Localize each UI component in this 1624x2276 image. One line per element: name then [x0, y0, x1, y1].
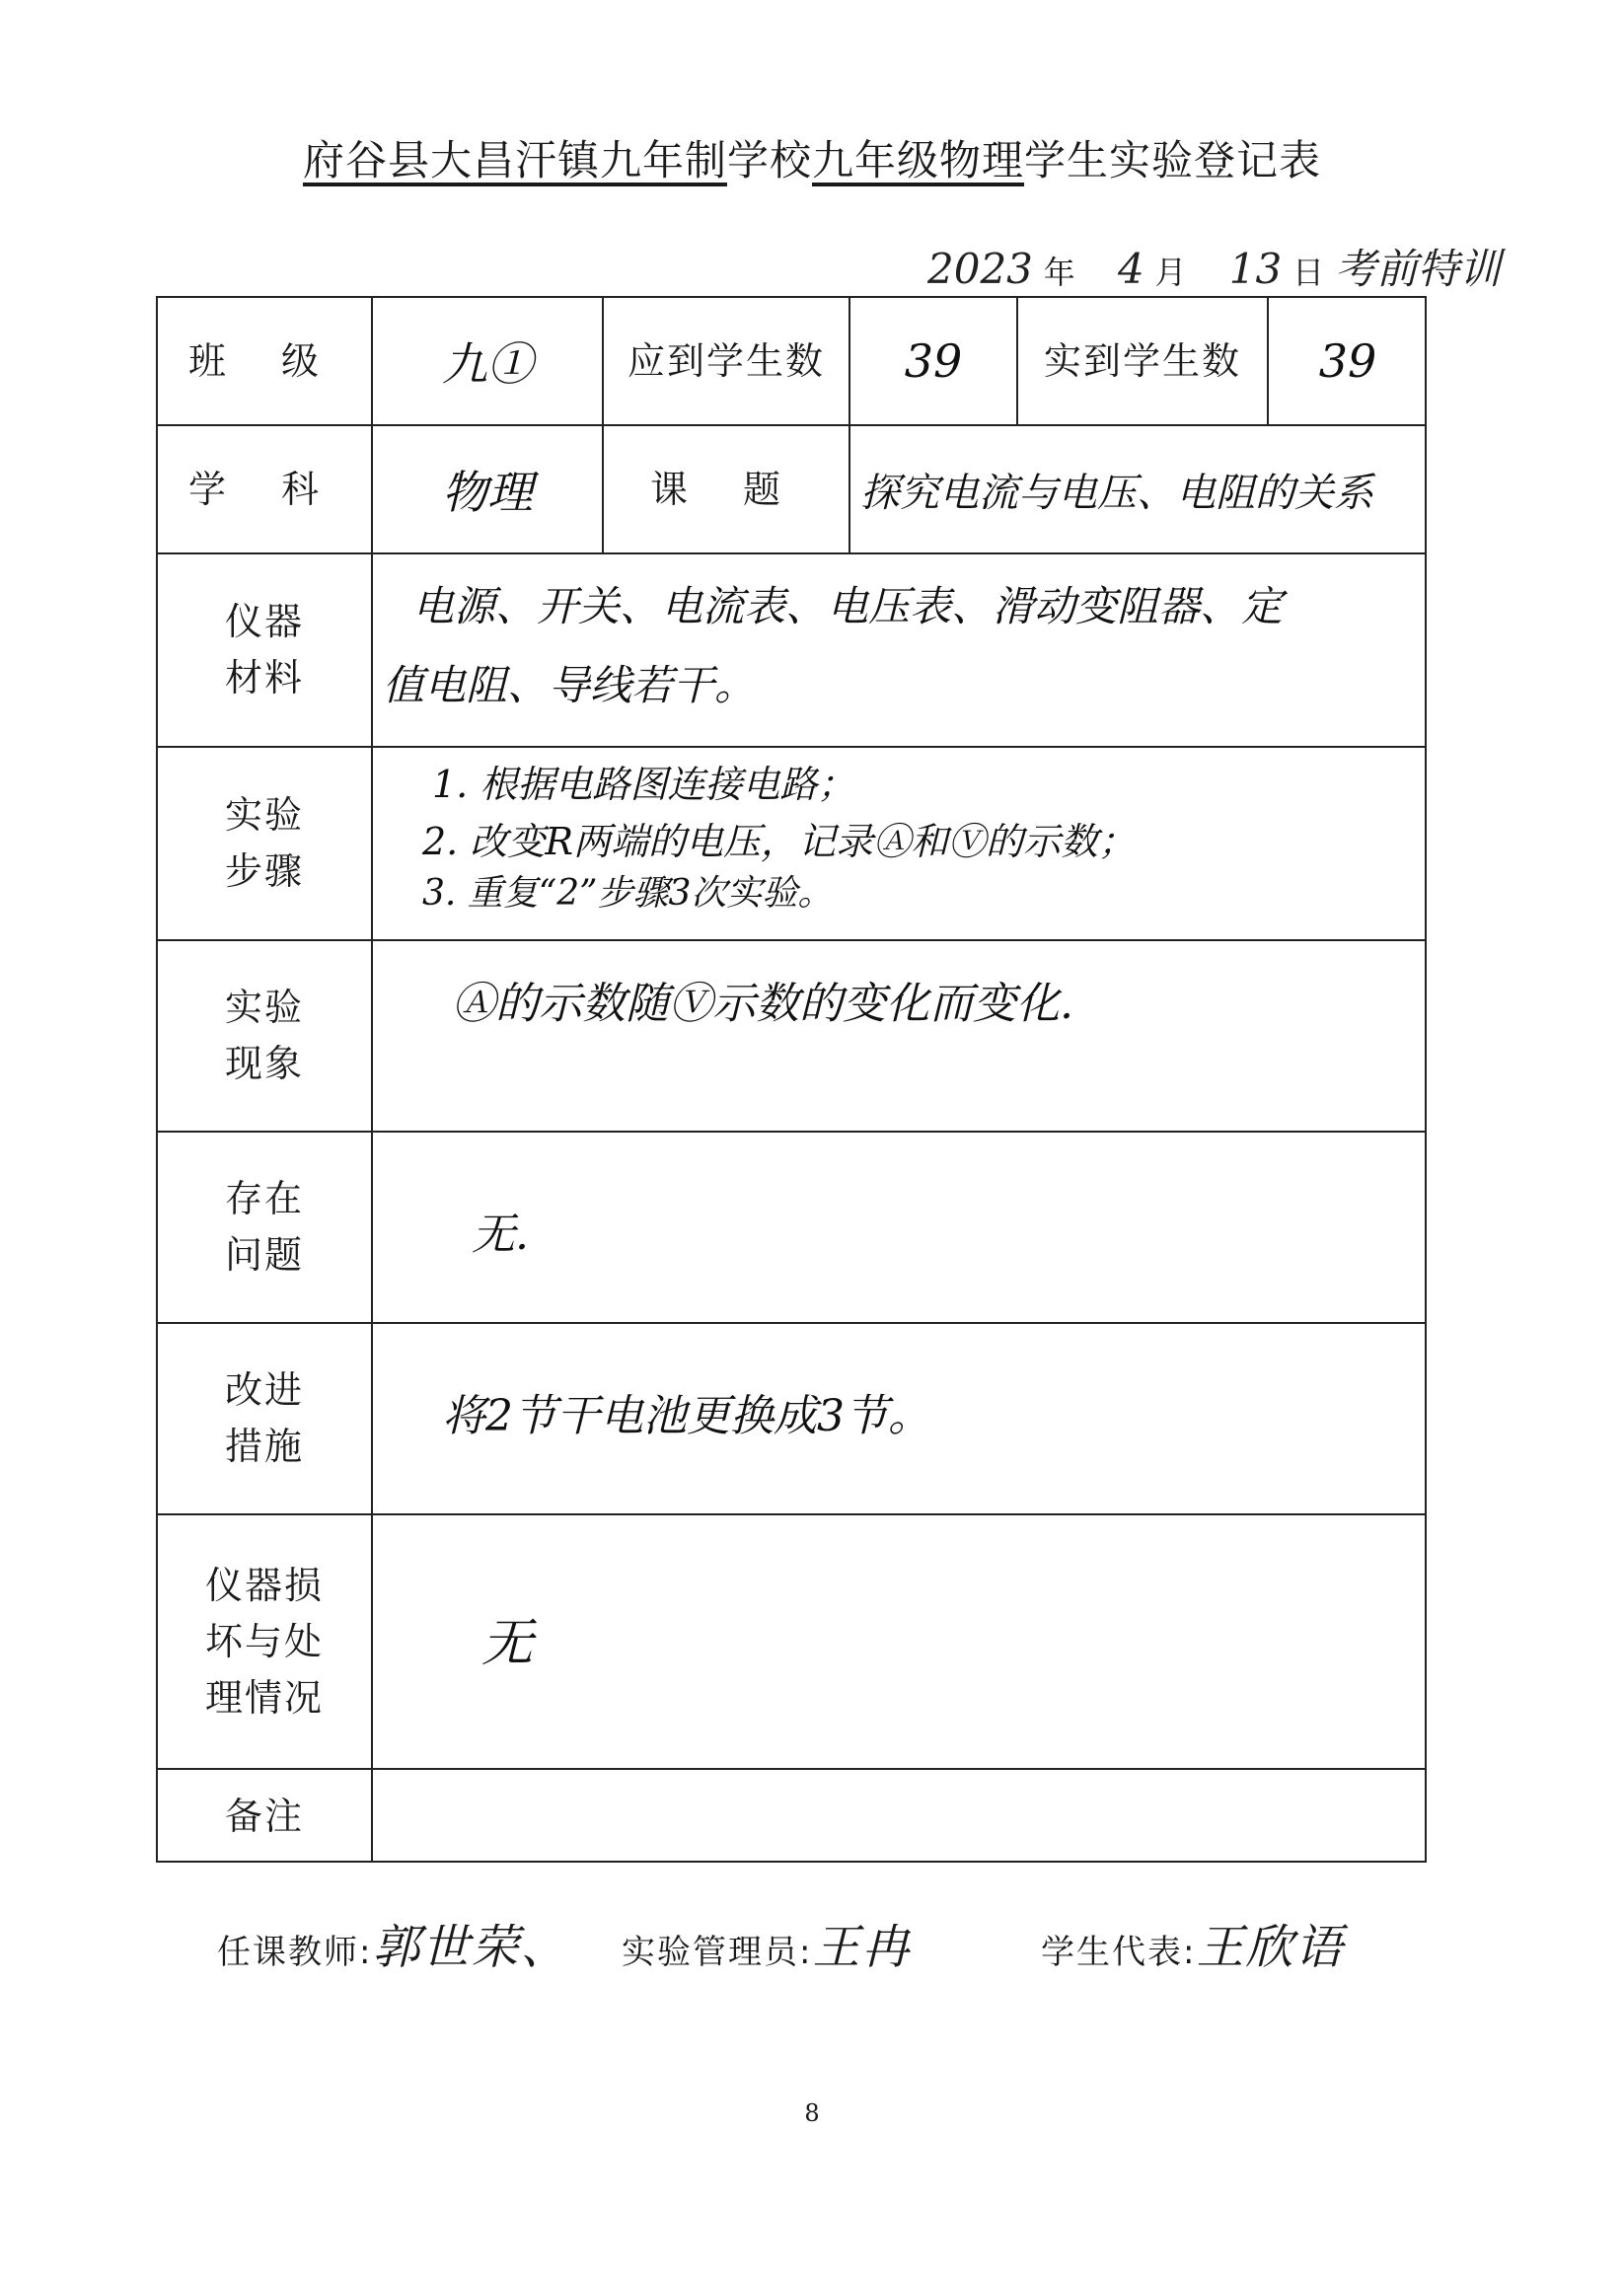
materials-line1: 电源、开关、电流表、电压表、滑动变阻器、定: [412, 582, 1284, 630]
materials-label-line2: 材料: [224, 656, 304, 699]
actual-count-label: 实到学生数: [1016, 298, 1267, 424]
remarks-label: 备注: [224, 1794, 304, 1838]
steps-label-line1: 实验: [224, 793, 304, 837]
topic-label: 课 题: [602, 426, 849, 552]
row-materials: [158, 552, 1425, 746]
steps-label: [158, 748, 371, 939]
date-month-label: 月: [1154, 254, 1187, 291]
row-subject: [158, 424, 1425, 552]
phenomenon-label: [158, 941, 371, 1131]
steps-line3: 3. 重复“2”步骤3次实验。: [422, 873, 834, 914]
issues-cell: [371, 1133, 1427, 1322]
phenomenon-cell: [371, 941, 1427, 1131]
page-title: [0, 128, 1624, 187]
row-class: [158, 298, 1425, 424]
issues-value: 无.: [472, 1210, 529, 1260]
materials-value: [371, 554, 1427, 746]
row-steps: [158, 746, 1425, 939]
improve-label-line1: 改进: [224, 1368, 304, 1412]
topic-value: 探究电流与电压、电阻的关系: [849, 426, 1427, 552]
expected-count-value: 39: [849, 298, 1016, 424]
row-improvements: [158, 1322, 1425, 1513]
teacher-name: 郭世荣、: [372, 1920, 570, 1975]
student-label: 学生代表:: [1041, 1933, 1197, 1972]
issues-label-line1: 存在: [224, 1177, 304, 1220]
student-signature: [1041, 1909, 1344, 1977]
damage-label-line3: 理情况: [204, 1675, 324, 1720]
class-value: 九①: [371, 298, 602, 424]
date-day-label: 日: [1292, 254, 1325, 291]
title-grade-subject: 九年级物理: [812, 136, 1025, 184]
damage-label: [158, 1515, 371, 1768]
row-phenomenon: [158, 939, 1425, 1131]
actual-count-value: 39: [1267, 298, 1427, 424]
date-month: 4: [1117, 245, 1144, 293]
date-day: 13: [1228, 245, 1283, 293]
title-school-suffix: 学校: [726, 136, 812, 184]
date-year: 2023: [927, 245, 1033, 293]
steps-line2: 2. 改变R两端的电压，记录Ⓐ和Ⓥ的示数；: [422, 820, 1136, 863]
page-number: 8: [804, 2099, 820, 2127]
register-table: [156, 296, 1427, 1863]
title-form-name: 学生实验登记表: [1024, 136, 1322, 184]
remarks-value: [371, 1770, 1427, 1863]
row-damage: [158, 1513, 1425, 1768]
steps-line1: 1. 根据电路图连接电路；: [432, 763, 855, 806]
date-year-label: 年: [1043, 254, 1075, 291]
admin-label: 实验管理员:: [622, 1933, 813, 1972]
damage-value: 无: [481, 1614, 534, 1673]
improve-label: [158, 1324, 371, 1513]
admin-name: 王冉: [812, 1920, 912, 1975]
damage-label-line2: 坏与处: [204, 1619, 324, 1663]
materials-label-line1: 仪器: [224, 600, 304, 643]
damage-cell: [371, 1515, 1427, 1768]
teacher-signature: [217, 1909, 569, 1977]
student-name: 王欣语: [1196, 1920, 1345, 1975]
phenomenon-label-line1: 实验: [224, 986, 304, 1029]
row-remarks: [158, 1768, 1425, 1863]
title-school: 府谷县大昌汗镇九年制: [302, 136, 727, 184]
issues-label-line2: 问题: [224, 1233, 304, 1277]
materials-label: [158, 554, 371, 746]
issues-label: [158, 1133, 371, 1322]
improve-value: 将2节干电池更换成3节。: [442, 1391, 931, 1441]
subject-value: 物理: [371, 426, 602, 552]
materials-line2: 值电阻、导线若干。: [383, 661, 757, 709]
date-note: 考前特训: [1334, 245, 1501, 293]
damage-label-line1: 仪器损: [204, 1563, 324, 1607]
phenomenon-value: Ⓐ的示数随Ⓥ示数的变化而变化.: [452, 979, 1073, 1029]
steps-value: [371, 748, 1427, 939]
steps-label-line2: 步骤: [224, 849, 304, 893]
admin-signature: [622, 1909, 911, 1977]
row-issues: [158, 1131, 1425, 1322]
class-label: 班 级: [187, 338, 341, 383]
phenomenon-label-line2: 现象: [224, 1042, 304, 1085]
teacher-label: 任课教师:: [217, 1933, 373, 1972]
improve-cell: [371, 1324, 1427, 1513]
expected-count-label: 应到学生数: [602, 298, 849, 424]
subject-label: 学 科: [187, 467, 341, 511]
improve-label-line2: 措施: [224, 1425, 304, 1468]
